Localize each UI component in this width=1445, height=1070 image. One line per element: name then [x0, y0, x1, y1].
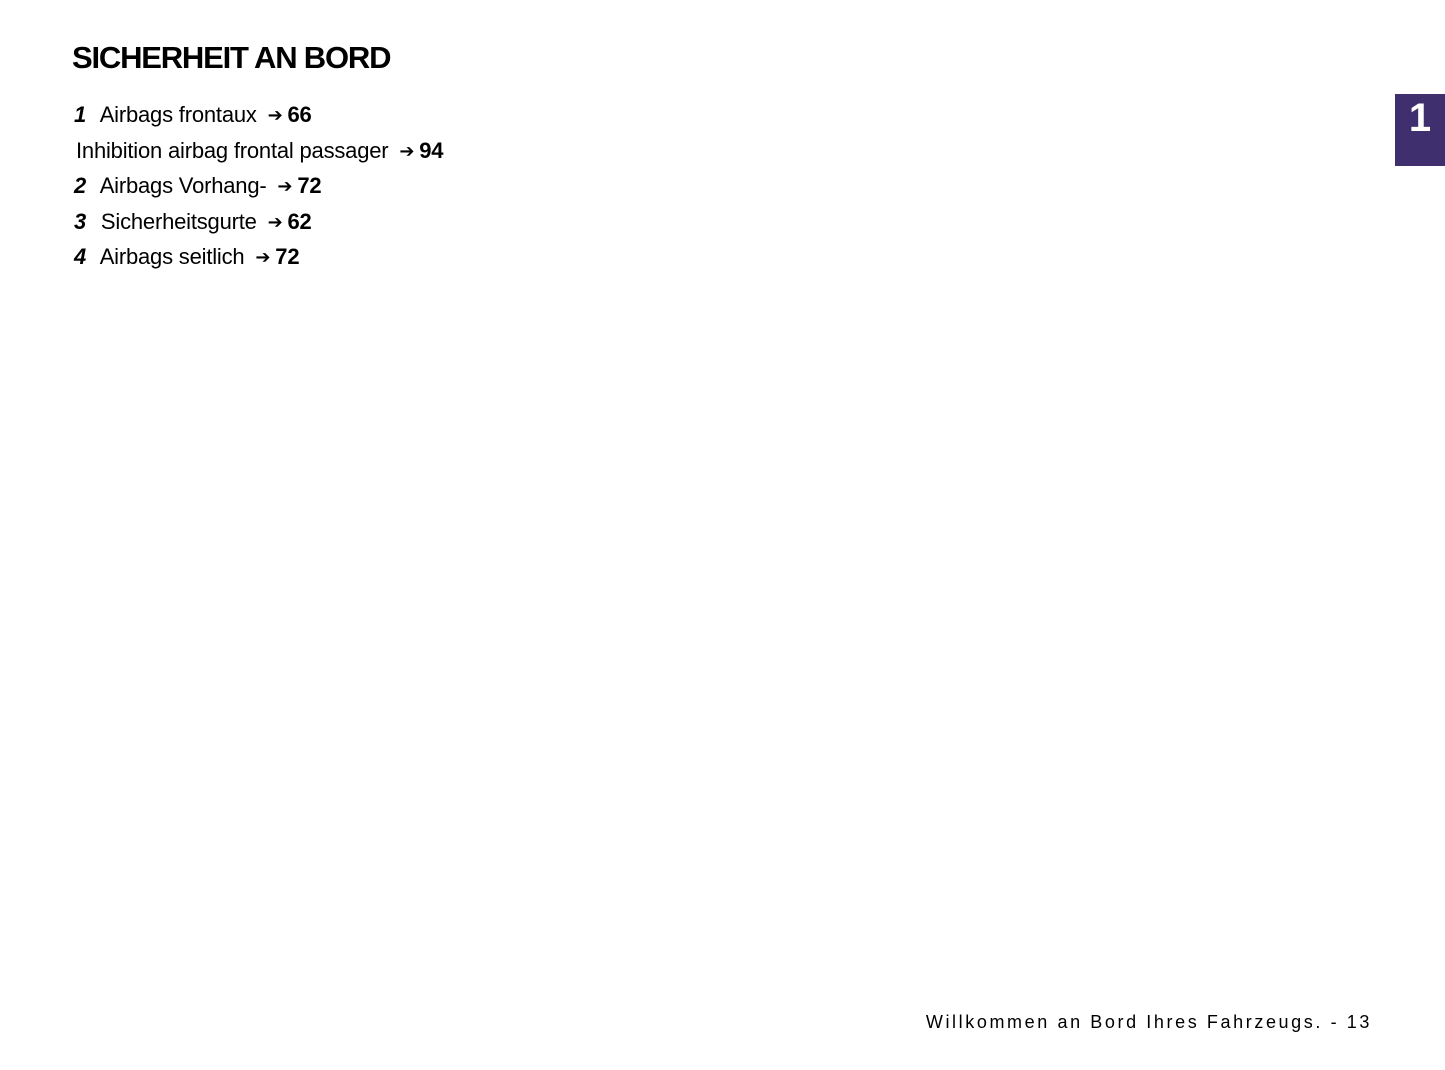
arrow-right-icon: ➔	[267, 105, 283, 126]
page-reference[interactable]: 62	[287, 208, 312, 234]
page-reference[interactable]: 94	[419, 137, 444, 163]
arrow-right-icon: ➔	[399, 140, 415, 162]
item-number: 4	[74, 244, 87, 269]
item-label: Airbags Vorhang-	[99, 173, 267, 198]
list-item[interactable]	[74, 134, 443, 170]
contents-list	[74, 98, 443, 276]
list-item[interactable]	[74, 98, 443, 134]
item-label: Airbags frontaux	[99, 102, 257, 127]
item-number: 2	[74, 173, 87, 198]
arrow-right-icon: ➔	[255, 247, 271, 268]
list-item[interactable]	[74, 205, 443, 241]
arrow-right-icon: ➔	[277, 176, 293, 197]
page-reference[interactable]: 72	[297, 173, 322, 198]
item-number: 3	[74, 208, 87, 234]
list-item[interactable]	[74, 240, 443, 276]
item-label: Inhibition airbag frontal passager	[76, 137, 389, 163]
arrow-right-icon: ➔	[267, 211, 283, 233]
page-reference[interactable]: 66	[287, 102, 312, 127]
item-label: Airbags seitlich	[99, 244, 245, 269]
item-number: 1	[74, 102, 87, 127]
page-title: SICHERHEIT AN BORD	[72, 40, 391, 75]
page-footer: Willkommen an Bord Ihres Fahrzeugs. - 13	[925, 1012, 1372, 1032]
chapter-tab[interactable]: 1	[1395, 94, 1445, 166]
item-label: Sicherheitsgurte	[100, 208, 257, 234]
list-item[interactable]	[74, 169, 443, 205]
page-reference[interactable]: 72	[275, 244, 300, 269]
